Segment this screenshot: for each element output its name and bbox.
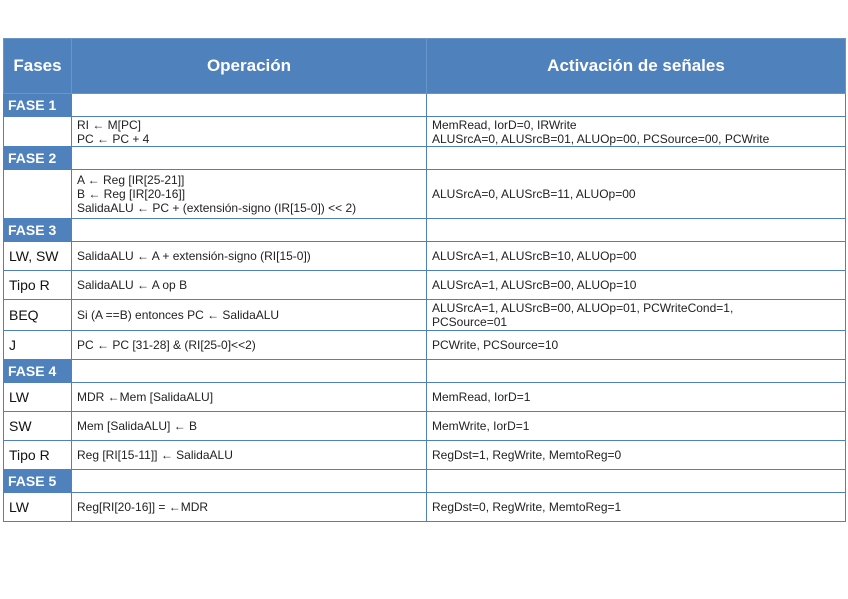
phase-row-5 [4,470,846,493]
table-row [4,170,846,219]
header-operacion: Operación [72,39,427,94]
header-activacion: Activación de señales [427,39,846,94]
fase-cell: Tipo R [4,271,72,300]
operacion-line: SalidaALU ← PC + (extensión-signo (IR[15-0]) << 2) [77,201,357,215]
activacion-line: PCSource=01 [432,315,508,329]
operacion-cell [72,331,427,360]
phase-row-2 [4,147,846,170]
fase-cell: LW [4,493,72,522]
phase-empty-cell [72,219,427,242]
operacion-cell [72,493,427,522]
activacion-line: RegDst=1, RegWrite, MemtoReg=0 [432,448,622,462]
operacion-line: Reg[RI[20-16]] = ←MDR [77,500,209,514]
operacion-line: PC ← PC [31-28] & (RI[25-0]<<2) [77,338,256,352]
fase-cell: J [4,331,72,360]
operacion-cell [72,271,427,300]
header-fases: Fases [4,39,72,94]
phase-row-1 [4,94,846,117]
phase-empty-cell [427,470,846,493]
table-row [4,117,846,147]
fase-cell [4,117,72,147]
activacion-line: RegDst=0, RegWrite, MemtoReg=1 [432,500,622,514]
phase-empty-cell [427,219,846,242]
header-row [4,39,846,94]
phase-empty-cell [72,147,427,170]
operacion-cell [72,170,427,219]
table-row [4,242,846,271]
control-signals-table [3,38,846,522]
activacion-line: ALUSrcA=1, ALUSrcB=10, ALUOp=00 [432,249,637,263]
table-row [4,383,846,412]
activacion-cell [427,271,846,300]
phase-empty-cell [72,94,427,117]
activacion-cell [427,412,846,441]
activacion-line: MemRead, IorD=0, IRWrite [432,117,577,132]
operacion-cell [72,441,427,470]
phase-empty-cell [72,470,427,493]
table-row [4,331,846,360]
table-row [4,271,846,300]
activacion-line: ALUSrcA=1, ALUSrcB=00, ALUOp=10 [432,278,637,292]
phase-row-4 [4,360,846,383]
activacion-cell [427,441,846,470]
fase-cell: LW [4,383,72,412]
activacion-line: PCWrite, PCSource=10 [432,338,559,352]
operacion-cell [72,383,427,412]
operacion-line: SalidaALU ← A op B [77,278,188,292]
activacion-cell [427,493,846,522]
phase-label: FASE 5 [4,470,72,493]
phase-row-3 [4,219,846,242]
activacion-line: ALUSrcA=0, ALUSrcB=11, ALUOp=00 [432,187,636,201]
table-row [4,493,846,522]
fase-cell [4,170,72,219]
fase-cell: SW [4,412,72,441]
fase-cell: LW, SW [4,242,72,271]
operacion-line: B ← Reg [IR[20-16]] [77,187,186,201]
operacion-cell [72,412,427,441]
phase-label: FASE 2 [4,147,72,170]
activacion-cell [427,117,846,147]
activacion-line: MemWrite, IorD=1 [432,419,530,433]
table-row [4,441,846,470]
activacion-cell [427,383,846,412]
activacion-line: ALUSrcA=1, ALUSrcB=00, ALUOp=01, PCWriteCond=1, [432,301,734,315]
operacion-line: RI ← M[PC] [77,117,142,132]
phase-empty-cell [427,94,846,117]
operacion-cell [72,300,427,331]
fase-cell: BEQ [4,300,72,331]
operacion-line: Mem [SalidaALU] ← B [77,419,198,433]
phase-empty-cell [427,147,846,170]
activacion-cell [427,300,846,331]
activacion-line: MemRead, IorD=1 [432,390,531,404]
operacion-cell [72,242,427,271]
operacion-line: PC ← PC + 4 [77,131,150,146]
operacion-line: A ← Reg [IR[25-21]] [77,173,185,187]
activacion-cell [427,242,846,271]
operacion-line: Reg [RI[15-11]] ← SalidaALU [77,448,233,462]
phase-label: FASE 3 [4,219,72,242]
phase-label: FASE 4 [4,360,72,383]
operacion-line: SalidaALU ← A + extensión-signo (RI[15-0]) [77,249,311,263]
operacion-line: Si (A ==B) entonces PC ← SalidaALU [77,308,280,322]
table-row [4,412,846,441]
operacion-cell [72,117,427,147]
activacion-line: ALUSrcA=0, ALUSrcB=01, ALUOp=00, PCSource=00, PCWrite [432,131,770,146]
operacion-line: MDR ←Mem [SalidaALU] [77,390,214,404]
activacion-cell [427,331,846,360]
table-row [4,300,846,331]
phase-empty-cell [72,360,427,383]
phase-label: FASE 1 [4,94,72,117]
activacion-cell [427,170,846,219]
fase-cell: Tipo R [4,441,72,470]
phase-empty-cell [427,360,846,383]
